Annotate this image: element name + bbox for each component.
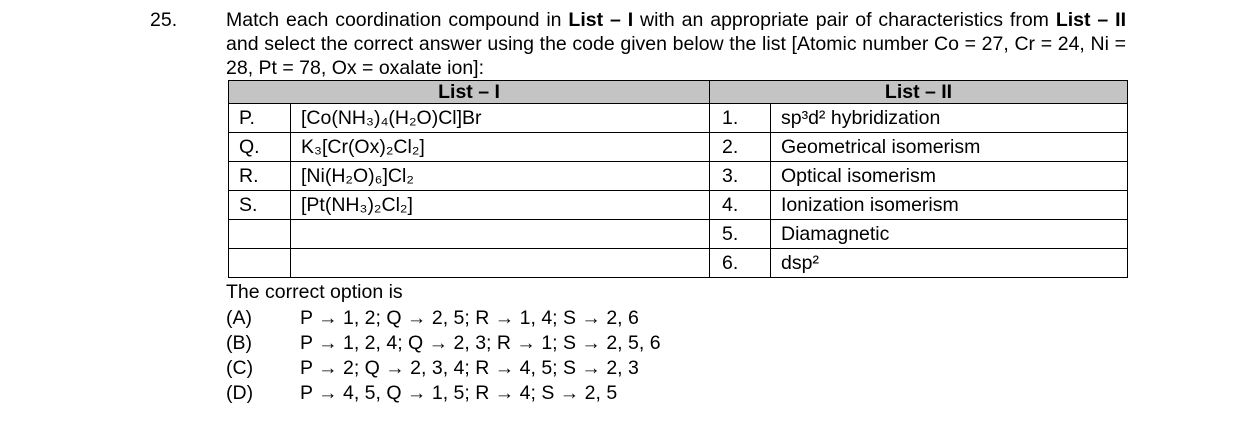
row-label: R. [229,162,291,191]
matching-table [228,80,1128,278]
question-stem [226,8,1126,80]
property-number: 5. [710,220,771,249]
property-cell [771,162,1128,191]
option-prompt: The correct option is [226,281,403,303]
compound-cell [291,104,710,133]
table-row [229,191,1128,220]
row-label: P. [229,104,291,133]
table-row [229,162,1128,191]
option-text: P → 1, 2, 4; Q → 2, 3; R → 1; S → 2, 5, 6 [300,332,661,354]
property-cell [771,249,1128,278]
row-label: S. [229,191,291,220]
row-label [229,249,291,278]
option-text: P → 2; Q → 2, 3, 4; R → 4, 5; S → 2, 3 [300,357,639,379]
property-cell [771,220,1128,249]
property-text: dsp² [781,252,819,274]
option-b[interactable] [226,331,661,356]
stem-part-1: Match each coordination compound in [226,9,569,31]
table-header-row [229,81,1128,104]
row-label [229,220,291,249]
table-row [229,220,1128,249]
table-row [229,133,1128,162]
list-1-header: List – I [229,81,710,104]
question-number: 25. [150,9,178,31]
compound-cell [291,162,710,191]
table-row [229,104,1128,133]
option-d[interactable] [226,381,617,406]
stem-part-3: and select the correct answer using the code given below the list [Atomic number Co = 27, Cr = 24, Ni = 28, Pt = 78, Ox = oxalate ion]: [226,33,1126,79]
property-text: Geometrical isomerism [781,136,981,158]
table-row [229,249,1128,278]
property-cell [771,191,1128,220]
property-text: Ionization isomerism [781,194,959,216]
option-text: P → 1, 2; Q → 2, 5; R → 1, 4; S → 2, 6 [300,307,639,329]
list-1-reference: List – I [568,9,634,31]
list-2-header: List – II [710,81,1128,104]
compound-cell [291,249,710,278]
compound-cell [291,191,710,220]
compound-formula: [Ni(H₂O)₆]Cl₂ [301,165,414,187]
list-2-reference: List – II [1055,9,1126,31]
compound-cell [291,133,710,162]
compound-formula: [Pt(NH₃)₂Cl₂] [301,194,413,216]
property-cell [771,104,1128,133]
property-text: Diamagnetic [781,223,890,245]
option-c[interactable] [226,356,639,381]
compound-cell [291,220,710,249]
option-label: (B) [226,332,252,354]
stem-part-2: with an appropriate pair of characteristics from [633,9,1056,31]
property-text: sp³d² hybridization [781,107,941,129]
option-label: (C) [226,357,254,379]
property-number: 1. [710,104,771,133]
compound-formula: [Co(NH₃)₄(H₂O)Cl]Br [301,107,482,129]
compound-formula: K₃[Cr(Ox)₂Cl₂] [301,136,425,158]
option-label: (A) [226,307,252,329]
row-label: Q. [229,133,291,162]
property-number: 3. [710,162,771,191]
property-number: 6. [710,249,771,278]
option-a[interactable] [226,306,639,331]
property-cell [771,133,1128,162]
property-text: Optical isomerism [781,165,936,187]
option-text: P → 4, 5, Q → 1, 5; R → 4; S → 2, 5 [300,382,618,404]
property-number: 2. [710,133,771,162]
property-number: 4. [710,191,771,220]
option-label: (D) [226,382,254,404]
